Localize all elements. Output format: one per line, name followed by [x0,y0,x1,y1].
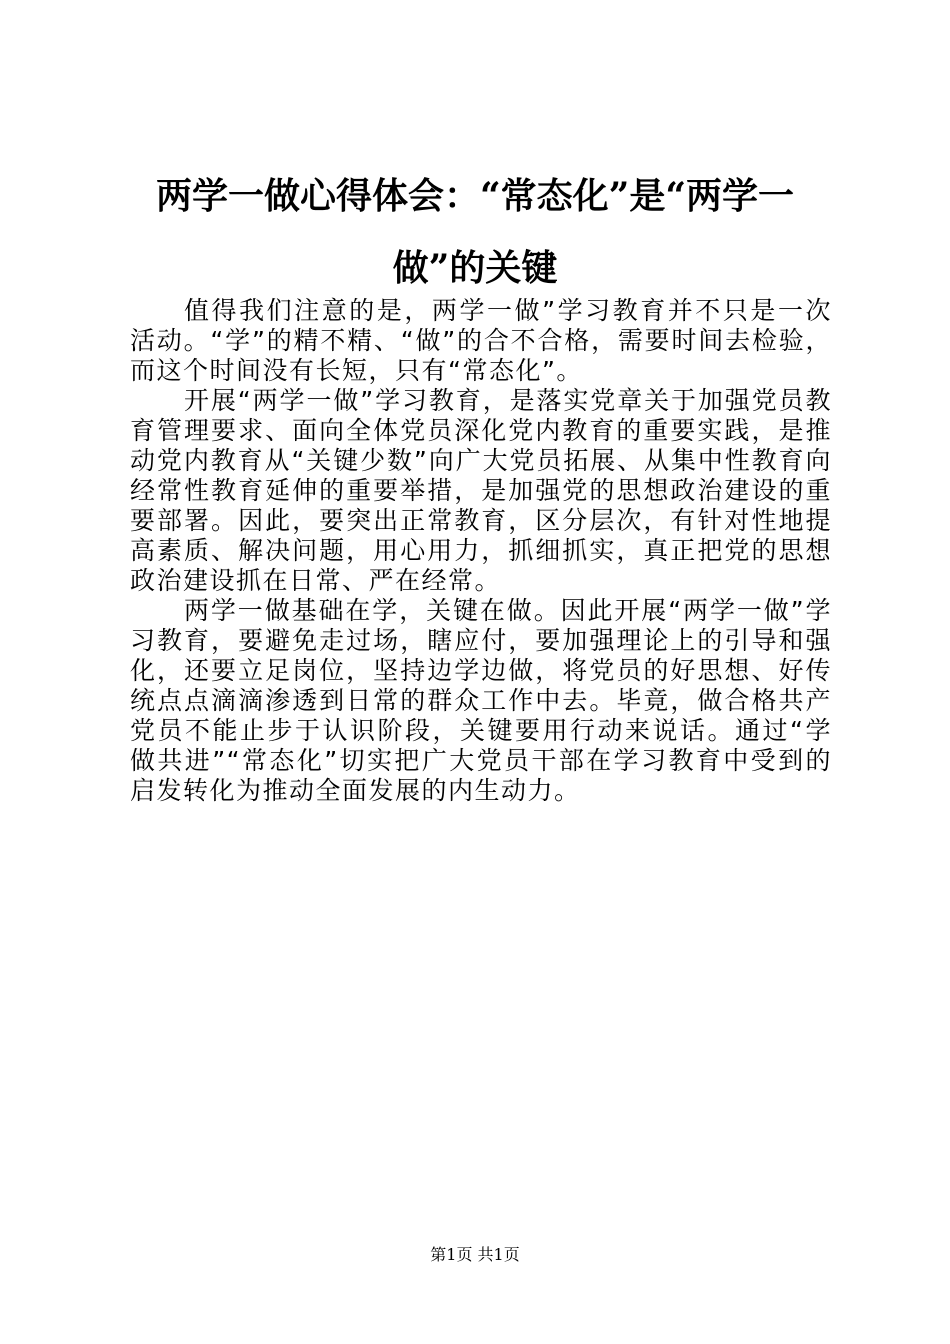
paragraph-2: 开展“两学一做”学习教育，是落实党章关于加强党员教育管理要求、面向全体党员深化党内教育的重要实践，是推动党内教育从“关键少数”向广大党员拓展、从集中性教育向经常性教育延伸的重要举措，是加强党的思想政治建设的重要部署。因此，要突出正常教育，区分层次，有针对性地提高素质、解决问题，用心用力，抓细抓实，真正把党的思想政治建设抓在日常、严在经常。 [130,386,832,595]
document-title: 两学一做心得体会：“常态化”是“两学一做”的关键 [155,175,795,289]
paragraph-1: 值得我们注意的是，两学一做”学习教育并不只是一次活动。“学”的精不精、“做”的合不合格，需要时间去检验，而这个时间没有长短，只有“常态化”。 [130,296,832,385]
document-body [130,296,832,806]
page-footer: 第1页 共1页 [430,1245,520,1264]
paragraph-3: 两学一做基础在学，关键在做。因此开展“两学一做”学习教育，要避免走过场，瞎应付，要加强理论上的引导和强化，还要立足岗位，坚持边学边做，将党员的好思想、好传统点点滴滴渗透到日常的群众工作中去。毕竟，做合格共产党员不能止步于认识阶段，关键要用行动来说话。通过“学做共进”“常态化”切实把广大党员干部在学习教育中受到的启发转化为推动全面发展的内生动力。 [130,596,832,805]
